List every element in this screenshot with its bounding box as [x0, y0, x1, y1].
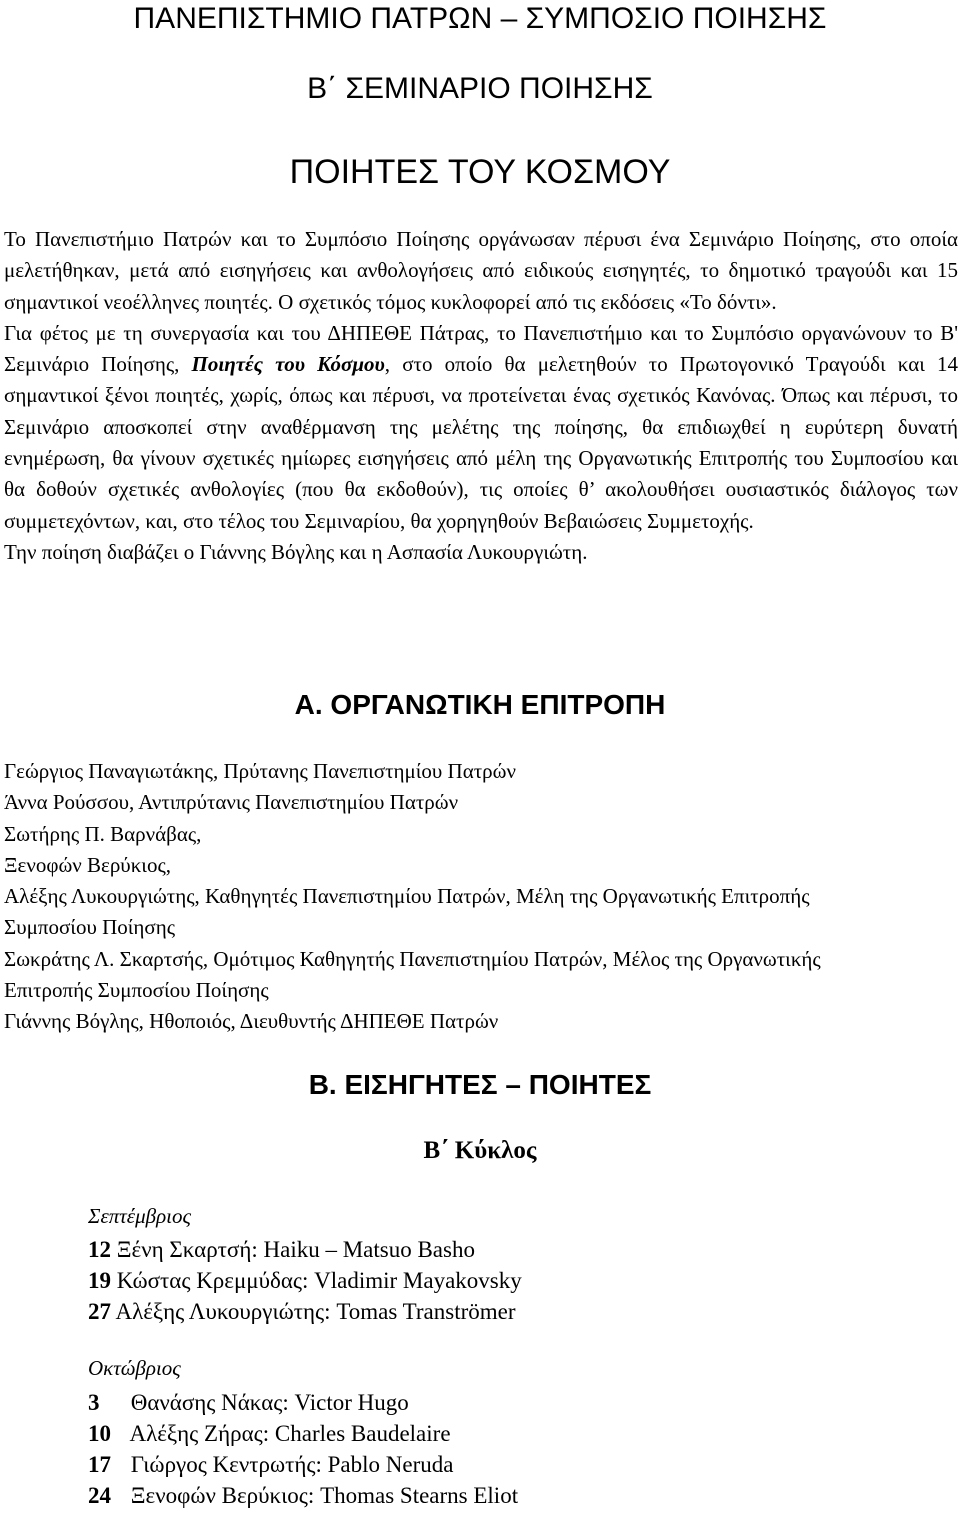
committee-members-list — [4, 756, 904, 1038]
session-poet: Victor Hugo — [294, 1390, 409, 1415]
section-a-heading: Α. ΟΡΓΑΝΩΤΙΚΗ ΕΠΙΤΡΟΠΗ — [294, 689, 666, 720]
session-item — [88, 1296, 522, 1327]
month-september: Σεπτέμβριος — [88, 1204, 192, 1228]
committee-member: Άννα Ρούσσου, Αντιπρύτανις Πανεπιστημίου Πατρών — [4, 790, 459, 815]
committee-member: Γεώργιος Παναγιωτάκης, Πρύτανης Πανεπιστημίου Πατρών — [4, 759, 516, 783]
session-day: 10 — [88, 1421, 111, 1446]
intro-text — [4, 224, 958, 568]
session-poet: Vladimir Mayakovsky — [314, 1268, 522, 1293]
september-sessions — [88, 1234, 522, 1327]
session-day: 27 — [88, 1299, 111, 1324]
committee-member: Ξενοφών Βερύκιος, — [4, 852, 172, 877]
session-day: 12 — [88, 1237, 111, 1262]
session-poet: Pablo Neruda — [327, 1452, 454, 1477]
session-day: 3 — [88, 1390, 100, 1415]
session-item — [88, 1265, 522, 1296]
session-day: 19 — [88, 1268, 111, 1293]
session-speaker: Κώστας Κρεμμύδας: — [116, 1268, 309, 1293]
intro-paragraph-2-rest: , στο οποίο θα μελετηθούν το Πρωτογονικό Τραγούδι και 14 σημαντικοί ξένοι ποιητές, χωρίς, όπως και πέρυσι, να προτείνεται ένας σχετικός Κανόνας. Όπως και πέρυσι, το Σεμινάριο αποσκοπεί στην αναθέρμανση της μελέτης της ποίησης, θα επιδιωχθεί η ευρύτερη δυνατή ενημέρωση, θα γίνουν σχετικές ημίωρες εισηγήσεις από μέλη της Οργανωτικής Επιτροπής του Συμποσίου και θα δοθούν σχετικές ανθολογίες (που θα εκδοθούν), τις οποίες θ’ ακολουθήσει ουσιαστικός διάλογος των συμμετεχόντων, και, στο τέλος του Σεμιναρίου, θα χορηγηθούν Βεβαιώσεις Συμμετοχής. — [4, 352, 958, 533]
intro-paragraph-3: Την ποίηση διαβάζει ο Γιάννης Βόγλης και η Ασπασία Λυκουργιώτη. — [4, 539, 588, 564]
session-speaker: Θανάσης Νάκας: — [130, 1390, 289, 1415]
session-item — [88, 1234, 522, 1265]
committee-member: Αλέξης Λυκουργιώτης, Καθηγητές Πανεπιστημίου Πατρών, Μέλη της Οργανωτικής Επιτροπής Συμποσίου Ποίησης — [4, 884, 810, 940]
title-line-3: ΠΟΙΗΤΕΣ ΤΟΥ ΚΟΣΜΟΥ — [289, 153, 671, 191]
session-item — [88, 1387, 518, 1418]
seminar-title-emphasis: Ποιητές του Κόσμου — [191, 352, 385, 377]
session-item — [88, 1418, 518, 1449]
session-day: 24 — [88, 1483, 111, 1508]
month-october: Οκτώβριος — [88, 1356, 181, 1380]
committee-member: Σωτήρης Π. Βαρνάβας, — [4, 821, 202, 846]
section-b-heading: Β. ΕΙΣΗΓΗΤΕΣ – ΠΟΙΗΤΕΣ — [308, 1069, 652, 1100]
cycle-heading: Β΄ Κύκλος — [423, 1137, 537, 1164]
committee-member: Σωκράτης Λ. Σκαρτσής, Ομότιμος Καθηγητής Πανεπιστημίου Πατρών, Μέλος της Οργανωτικής Επιτροπής Συμποσίου Ποίησης — [4, 946, 821, 1003]
intro-paragraph-2 — [4, 318, 958, 537]
session-speaker: Γιώργος Κεντρωτής: — [130, 1452, 322, 1477]
title-line-2: Β΄ ΣΕΜΙΝΑΡΙΟ ΠΟΙΗΣΗΣ — [307, 72, 653, 105]
session-speaker: Ξένη Σκαρτσή: — [116, 1237, 258, 1262]
title-line-1: ΠΑΝΕΠΙΣΤΗΜΙΟ ΠΑΤΡΩΝ – ΣΥΜΠΟΣΙΟ ΠΟΙΗΣΗΣ — [133, 2, 827, 35]
session-item — [88, 1449, 518, 1480]
session-poet: Haiku – Matsuo Basho — [263, 1237, 475, 1262]
session-item — [88, 1480, 518, 1511]
october-sessions — [88, 1387, 518, 1511]
session-poet: Thomas Stearns Eliot — [320, 1483, 519, 1508]
session-speaker: Αλέξης Ζήρας: — [129, 1421, 270, 1446]
intro-paragraph-2-start: Για φέτος με τη συνεργασία και του ΔΗΠΕΘΕ Πάτρας, το Πανεπιστήμιο και το Συμπόσιο οργανώνουν το Β' Σεμινάριο Ποίησης, — [4, 320, 958, 377]
session-poet: Tomas Tranströmer — [336, 1299, 516, 1324]
session-speaker: Ξενοφών Βερύκιος: — [130, 1483, 315, 1508]
intro-paragraph-1: Το Πανεπιστήμιο Πατρών και το Συμπόσιο Ποίησης οργάνωσαν πέρυσι ένα Σεμινάριο Ποίησης, στο οποία μελετήθηκαν, μετά από εισηγήσεις και ανθολογήσεις από ειδικούς εισηγητές, το δημοτικό τραγούδι και 15 σημαντικοί νεοέλληνες ποιητές. Ο σχετικός τόμος κυκλοφορεί από τις εκδόσεις «Το δόντι». — [4, 227, 958, 314]
session-speaker: Αλέξης Λυκουργιώτης: — [115, 1299, 331, 1324]
session-poet: Charles Baudelaire — [274, 1421, 451, 1446]
committee-member: Γιάννης Βόγλης, Ηθοποιός, Διευθυντής ΔΗΠΕΘΕ Πατρών — [4, 1009, 499, 1034]
session-day: 17 — [88, 1452, 111, 1477]
